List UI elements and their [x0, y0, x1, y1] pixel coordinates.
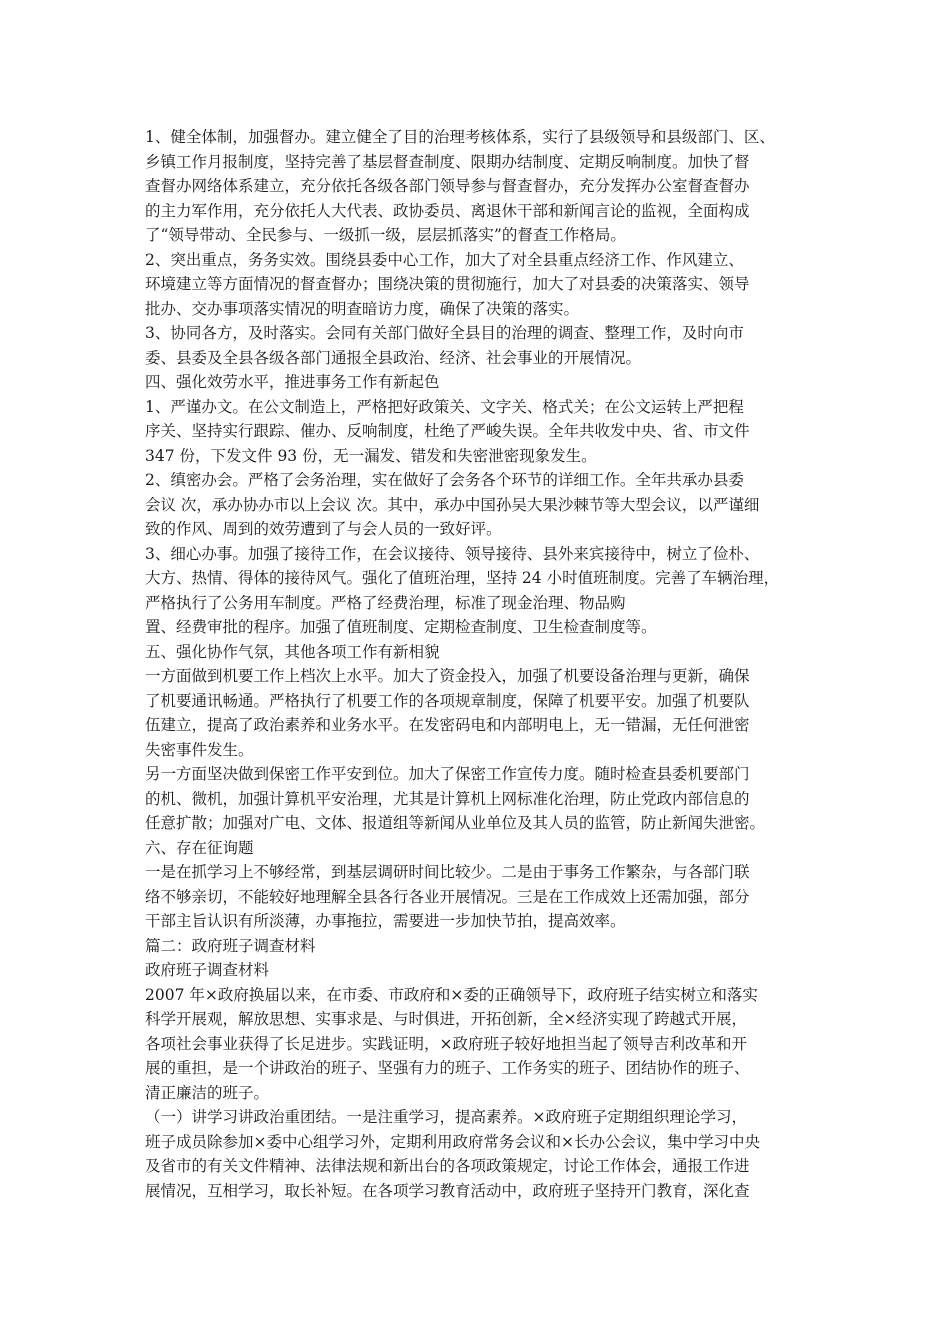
text-line: 了“领导带动、全民参与、一级抓一级，层层抓落实”的督查工作格局。 [145, 226, 626, 244]
text-line: 一方面做到机要工作上档次上水平。加大了资金投入，加强了机要设备治理与更新，确保 [145, 667, 750, 685]
text-line: 乡镇工作月报制度，坚持完善了基层督查制度、限期办结制度、定期反响制度。加快了督 [145, 152, 750, 171]
text-line: 委、县委及全县各级各部门通报全县政治、经济、社会事业的开展情况。 [145, 348, 642, 367]
text-line: 置、经费审批的程序。加强了值班制度、定期检查制度、卫生检查制度等。 [145, 618, 657, 636]
text-line: 3、协同各方，及时落实。会同有关部门做好全县目的治理的调查、整理工作，及时向市 [145, 324, 744, 342]
document-body [145, 125, 825, 1203]
text-line: 2、突出重点，务务实效。围绕县委中心工作，加大了对全县重点经济工作、作风建立、 [145, 250, 744, 269]
text-line: 批办、交办事项落实情况的明查暗访力度，确保了决策的落实。 [145, 299, 580, 318]
text-line: 严格执行了公务用车制度。严格了经费治理，标准了现金治理、物品购 [145, 593, 626, 612]
text-line: 1、健全体制，加强督办。建立健全了目的治理考核体系，实行了县级领导和县级部门、区、 [145, 128, 775, 146]
text-line: 另一方面坚决做到保密工作平安到位。加大了保密工作宣传力度。随时检查县委机要部门 [145, 765, 750, 783]
text-line: 的机、微机，加强计算机平安治理，尤其是计算机上网标准化治理，防止党政内部信息的 [145, 789, 750, 808]
text-line: 络不够亲切，不能较好地理解全县各行各业开展情况。三是在工作成效上还需加强，部分 [145, 887, 750, 906]
text-line: 347 份，下发文件 93 份，无一漏发、错发和失密泄密现象发生。 [145, 446, 597, 465]
text-line: 了机要通讯畅通。严格执行了机要工作的各项规章制度，保障了机要平安。加强了机要队 [145, 691, 750, 710]
text-line: 会议 次，承办协办市以上会议 次。其中，承办中国孙吴大果沙棘节等大型会议，以严谨细 [145, 495, 760, 514]
text-line: 各项社会事业获得了长足进步。实践证明，×政府班子较好地担当起了领导吉利改革和开 [145, 1034, 747, 1053]
text-line: 一是在抓学习上不够经常，到基层调研时间比较少。二是由于事务工作繁杂，与各部门联 [145, 863, 750, 881]
text-line: 清正廉洁的班子。 [145, 1083, 270, 1102]
text-line: 干部主旨认识有所淡薄，办事拖拉，需要进一步加快节拍，提高效率。 [145, 912, 626, 930]
text-line: 环境建立等方面情况的督查督办；围绕决策的贯彻施行，加大了对县委的决策落实、领导 [145, 275, 750, 293]
text-line: 1、严谨办文。在公文制造上，严格把好政策关、文字关、格式关；在公文运转上严把程 [145, 397, 744, 416]
section-heading: 五、强化协作气氛，其他各项工作有新相貌 [145, 642, 440, 661]
document-title: 政府班子调查材料 [145, 961, 270, 979]
text-line: 失密事件发生。 [145, 740, 254, 759]
text-line: 2007 年×政府换届以来，在市委、市政府和×委的正确领导下，政府班子结实树立和落实 [145, 985, 758, 1004]
text-line: 伍建立，提高了政治素养和业务水平。在发密码电和内部明电上，无一错漏，无任何泄密 [145, 716, 750, 734]
text-line: 展情况，互相学习，取长补短。在各项学习教育活动中，政府班子坚持开门教育，深化查 [145, 1181, 750, 1200]
chapter-heading: 篇二：政府班子调查材料 [145, 936, 316, 955]
text-line: （一）讲学习讲政治重团结。一是注重学习，提高素养。×政府班子定期组织理论学习， [145, 1108, 747, 1126]
section-heading: 六、存在征询题 [145, 838, 254, 857]
text-line: 科学开展观，解放思想、实事求是、与时俱进，开拓创新，全×经济实现了跨越式开展， [145, 1010, 747, 1028]
text-line: 2、缜密办会。严格了会务治理，实在做好了会务各个环节的详细工作。全年共承办县委 [145, 471, 744, 489]
text-line: 致的作风、周到的效劳遭到了与会人员的一致好评。 [145, 520, 502, 538]
text-line: 及省市的有关文件精神、法律法规和新出台的各项政策规定，讨论工作体会，通报工作进 [145, 1157, 750, 1175]
text-line: 班子成员除参加×委中心组学习外，定期利用政府常务会议和×长办公会议，集中学习中央 [145, 1132, 760, 1151]
text-line: 任意扩散；加强对广电、文体、报道组等新闻从业单位及其人员的监管，防止新闻失泄密。 [145, 814, 766, 832]
section-heading: 四、强化效劳水平，推进事务工作有新起色 [145, 373, 440, 391]
text-line: 序关、坚持实行跟踪、催办、反响制度，杜绝了严峻失误。全年共收发中央、省、市文件 [145, 422, 750, 440]
text-line: 3、细心办事。加强了接待工作，在会议接待、领导接待、县外来宾接待中，树立了俭朴、 [145, 544, 760, 563]
text-line: 的主力军作用，充分依托人大代表、政协委员、离退休干部和新闻言论的监视，全面构成 [145, 201, 750, 220]
text-line: 大方、热情、得体的接待风气。强化了值班治理，坚持 24 小时值班制度。完善了车辆治理， [145, 569, 780, 587]
text-line: 查督办网络体系建立，充分依托各级各部门领导参与督查督办，充分发挥办公室督查督办 [145, 177, 750, 195]
text-line: 展的重担，是一个讲政治的班子、坚强有力的班子、工作务实的班子、团结协作的班子、 [145, 1059, 750, 1077]
